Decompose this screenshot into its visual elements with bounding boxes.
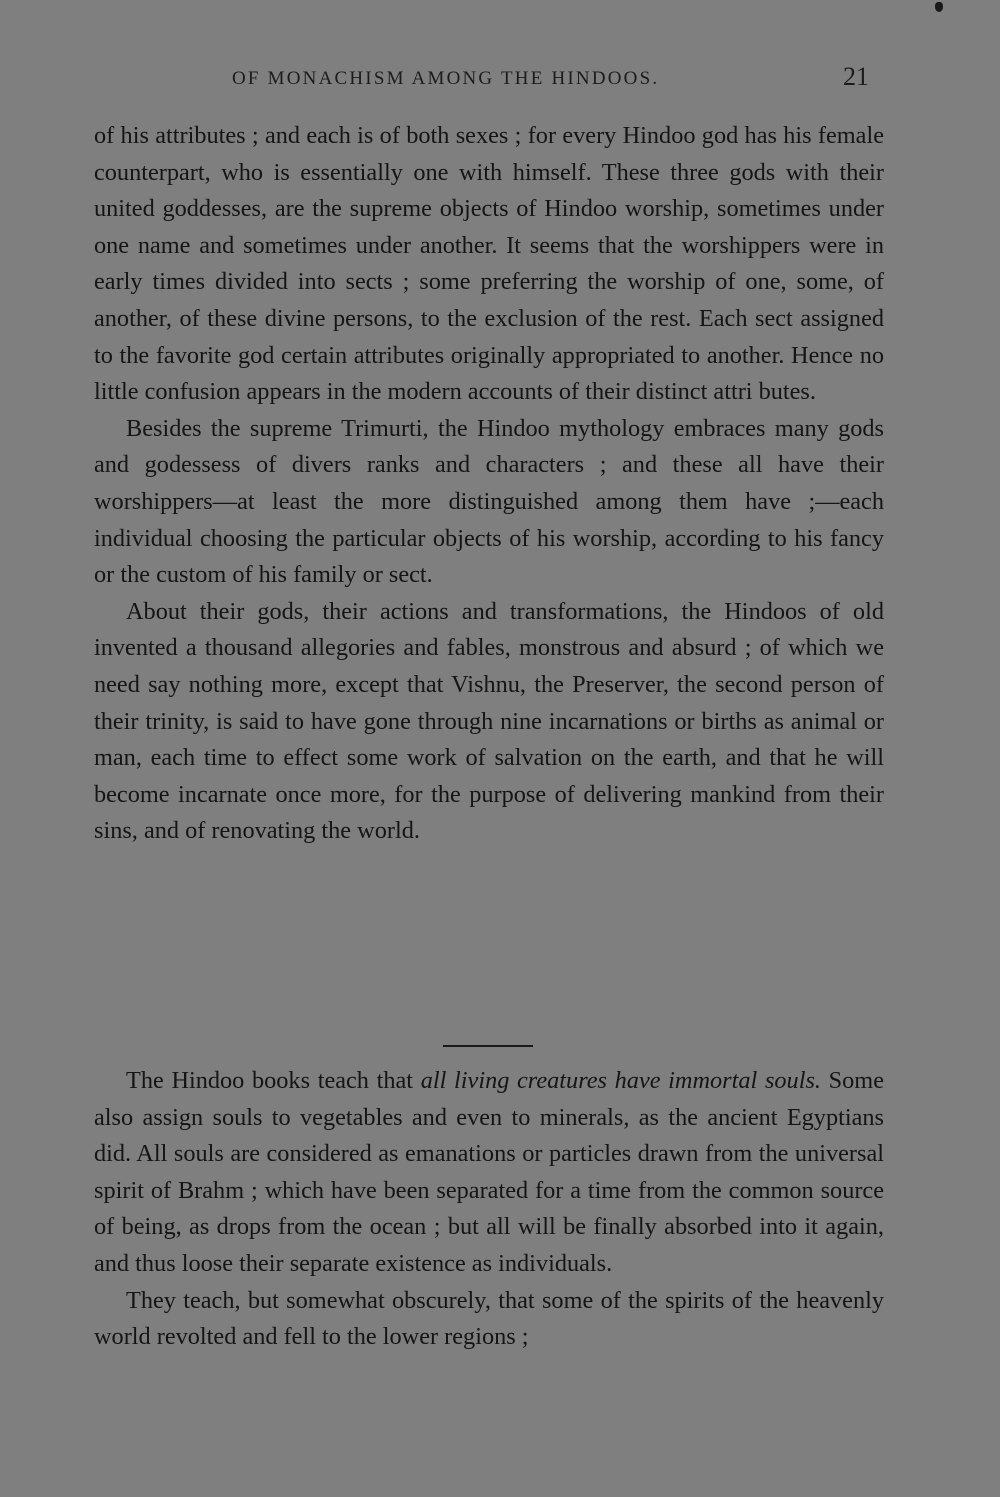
running-head: OF MONACHISM AMONG THE HINDOOS.	[232, 68, 660, 89]
body-text-bottom	[94, 1063, 884, 1356]
souls-text-before: The Hindoo books teach that	[126, 1067, 421, 1094]
paragraph-trimurti: Besides the supreme Trimurti, the Hindoo mythology embraces many gods and godessess of divers ranks and characters ; and these all have their worshippers—at least the more distinguished among them have ;—each individual choosing the particular objects of his worship, according to his fancy or the custom of his family or sect.	[94, 414, 884, 589]
paragraph-vishnu: About their gods, their actions and transformations, the Hindoos of old invented a thousand allegories and fables, monstrous and absurd ; of which we need say nothing more, except that Vishnu, the Preserver, the second person of their trinity, is said to have gone through nine incarnations or births as animal or man, each time to effect some work of salvation on the earth, and that he will become incarnate once more, for the purpose of delivering mankind from their sins, and of renovating the world.	[94, 597, 884, 845]
page-number: 21	[843, 62, 869, 91]
page-header	[0, 62, 1000, 96]
ink-speck	[935, 2, 943, 12]
body-text-top	[94, 118, 884, 850]
paragraph-spirits: They teach, but somewhat obscurely, that some of the spirits of the heavenly world revolted and fell to the lower regions ;	[94, 1286, 884, 1351]
section-divider	[443, 1045, 533, 1047]
paragraph-souls	[94, 1063, 884, 1283]
souls-italic-phrase: all living creatures have immortal souls.	[420, 1067, 821, 1094]
souls-text-after: Some also assign souls to vegetables and even to minerals, as the ancient Egyptians did. All souls are considered as emanations or particles drawn from the universal spirit of Brahm ; which have been separated for a time from the common source of being, as drops from the ocean ; but all will be finally absorbed into it again, and thus loose their separate existence as individuals.	[94, 1067, 884, 1277]
paragraph-attributes: of his attributes ; and each is of both sexes ; for every Hindoo god has his female counterpart, who is essentially one with himself. These three gods with their united goddesses, are the supreme objects of Hindoo worship, sometimes under one name and sometimes under another. It seems that the worshippers were in early times divided into sects ; some preferring the worship of one, some, of another, of these divine persons, to the exclusion of the rest. Each sect assigned to the favorite god certain attributes originally appropriated to another. Hence no little confusion appears in the modern accounts of their distinct attri butes.	[94, 122, 884, 406]
